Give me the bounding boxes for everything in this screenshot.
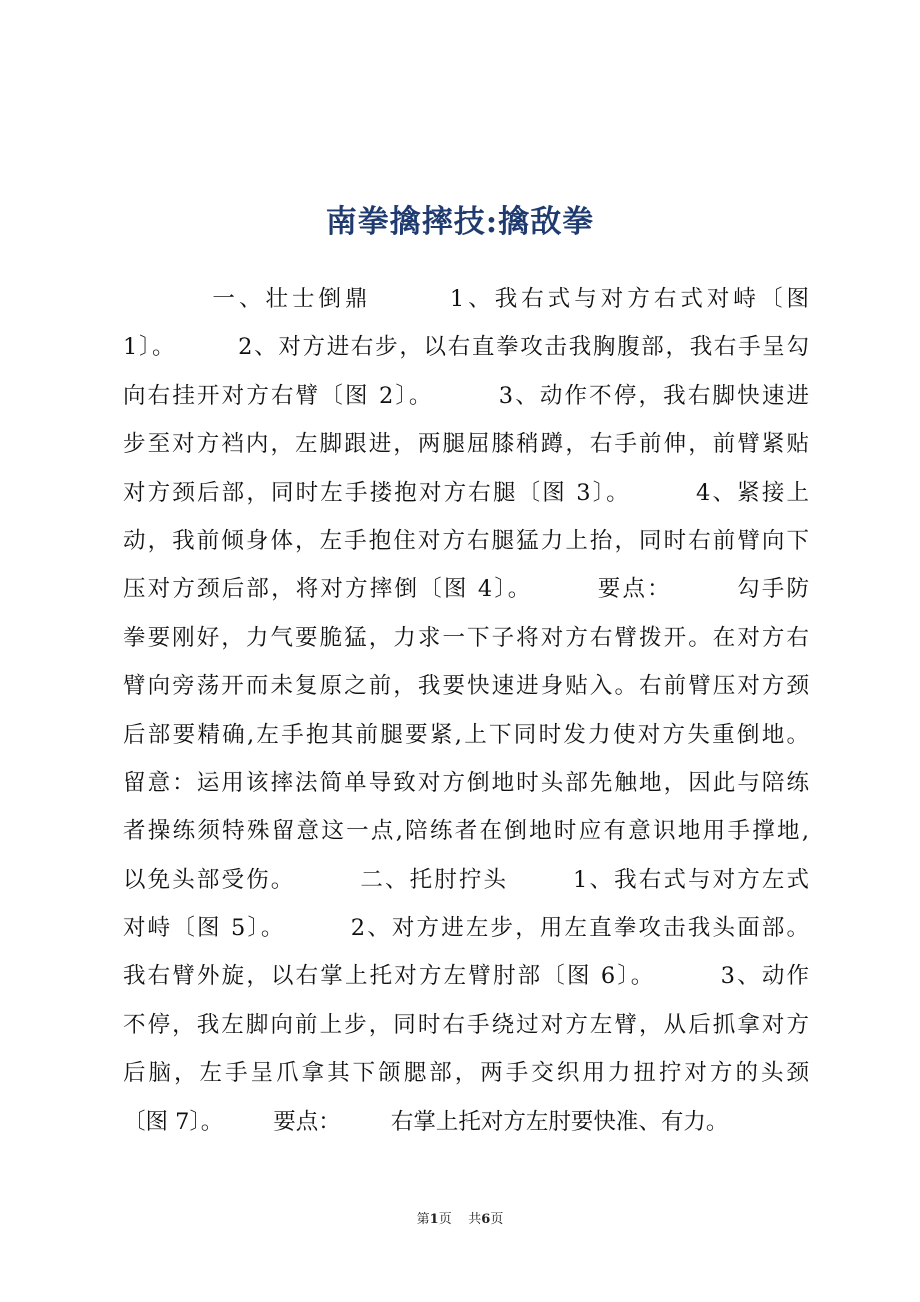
text-line: 对峙〔图 5〕。 2、对方进左步，用左直拳攻击我头面部。 bbox=[123, 915, 809, 942]
text-line: 步至对方裆内，左脚跟进，两腿屈膝稍蹲，右手前伸，前臂紧贴 bbox=[123, 431, 809, 458]
page-footer bbox=[0, 1208, 920, 1227]
current-page-number: 1 bbox=[429, 1212, 439, 1227]
text-line: 1〕。 2、对方进右步，以右直拳攻击我胸腹部，我右手呈勾 bbox=[123, 334, 809, 361]
text-line: 不停，我左脚向前上步，同时右手绕过对方左臂，从后抓拿对方 bbox=[123, 1011, 809, 1038]
total-pages-number: 6 bbox=[481, 1212, 491, 1227]
document-title: 南拳擒摔技:擒敌拳 bbox=[325, 204, 595, 240]
text-line: 拳要刚好，力气要脆猛，力求一下子将对方右臂拨开。在对方右 bbox=[123, 624, 809, 651]
text-line: 臂向旁荡开而未复原之前，我要快速进身贴入。右前臂压对方颈 bbox=[123, 673, 809, 700]
text-line: 我右臂外旋，以右掌上托对方左臂肘部〔图 6〕。 3、动作 bbox=[123, 963, 809, 990]
text-line: 以免头部受伤。 二、托肘拧头 1、我右式与对方左式 bbox=[123, 866, 809, 893]
text-line: 〔图 7〕。 要点： 右掌上托对方左肘要快准、有力。 bbox=[123, 1108, 729, 1135]
text-line: 者操练须特殊留意这一点,陪练者在倒地时应有意识地用手撑地, bbox=[123, 818, 809, 845]
text-line: 留意：运用该摔法简单导致对方倒地时头部先触地，因此与陪练 bbox=[123, 769, 809, 796]
text-line: 后部要精确,左手抱其前腿要紧,上下同时发力使对方失重倒地。 bbox=[123, 721, 809, 748]
total-prefix: 共 bbox=[468, 1212, 482, 1227]
text-line: 压对方颈后部，将对方摔倒〔图 4〕。 要点： 勾手防 bbox=[123, 576, 809, 603]
page-suffix: 页 bbox=[438, 1212, 452, 1227]
text-line: 后脑，左手呈爪拿其下颌腮部，两手交织用力扭拧对方的头颈 bbox=[123, 1060, 809, 1087]
total-suffix: 页 bbox=[490, 1212, 504, 1227]
text-line: 一、壮士倒鼎 1、我右式与对方右式对峙〔图 bbox=[123, 286, 809, 312]
body-text bbox=[123, 284, 809, 1155]
text-line: 动，我前倾身体，左手抱住对方右腿猛力上抬，同时右前臂向下 bbox=[123, 527, 809, 554]
page-prefix: 第 bbox=[416, 1212, 430, 1227]
text-line: 向右挂开对方右臂〔图 2〕。 3、动作不停，我右脚快速进 bbox=[123, 382, 809, 409]
text-line: 对方颈后部，同时左手搂抱对方右腿〔图 3〕。 4、紧接上 bbox=[123, 479, 809, 506]
